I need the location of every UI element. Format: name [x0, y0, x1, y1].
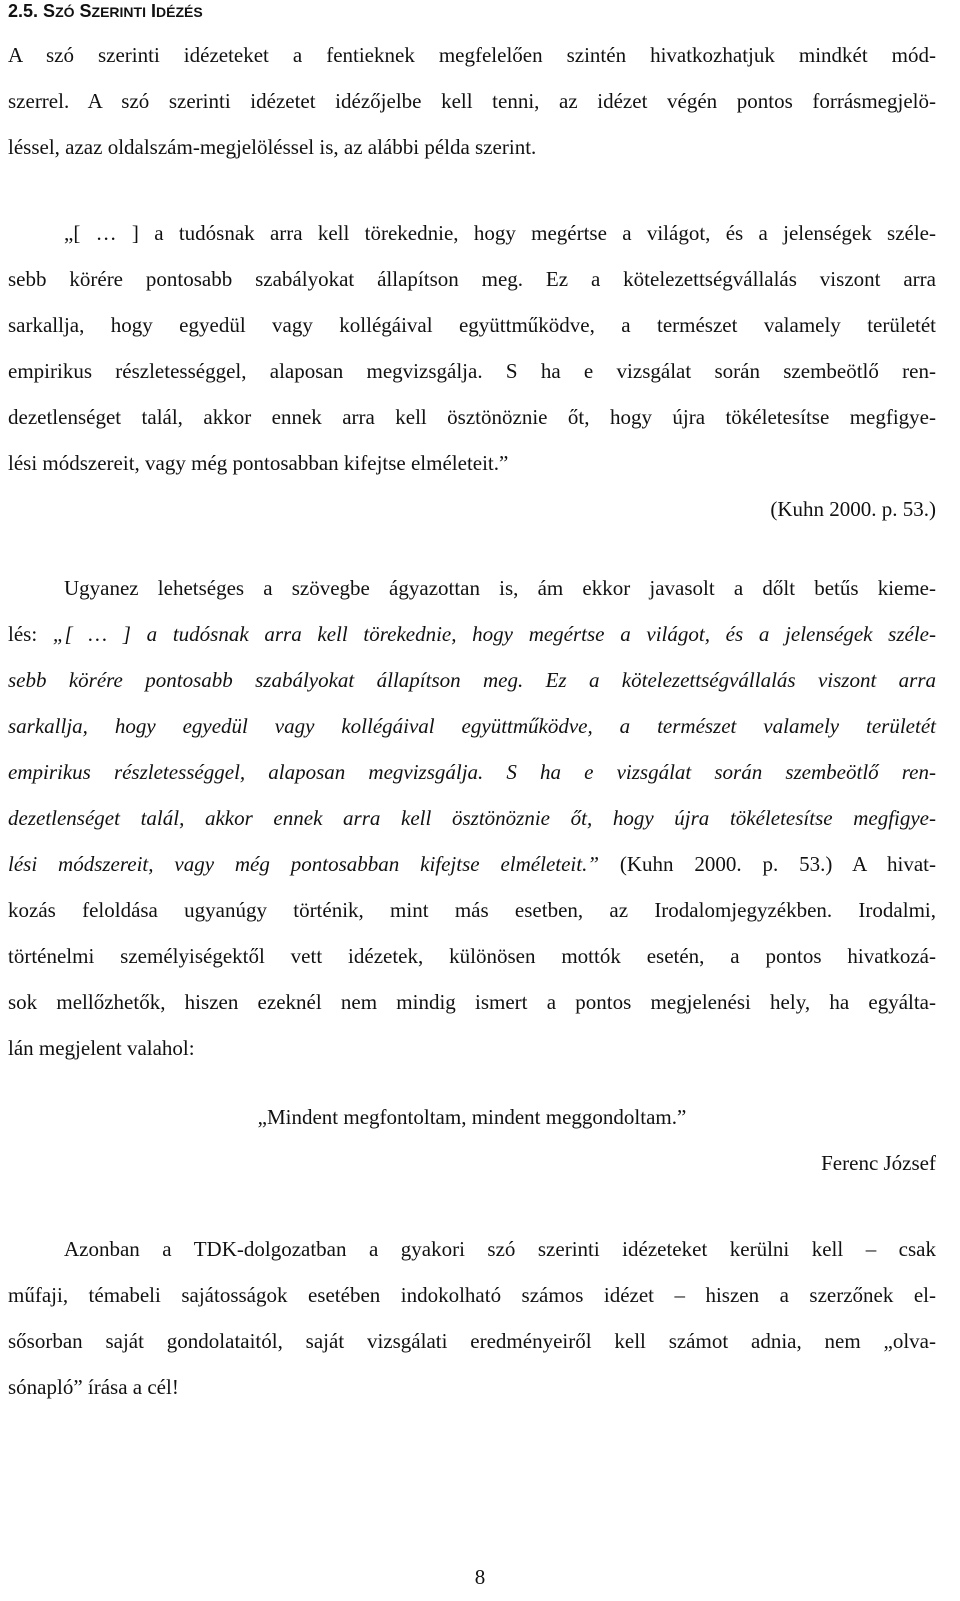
- title-letter: S: [43, 1, 56, 21]
- text-line: lán megjelent valahol:: [8, 1036, 195, 1060]
- quote-line: lési módszereit, vagy még pontosabban kifejtse elméleteit.”: [8, 451, 509, 475]
- text-fragment: (Kuhn 2000. p. 53.) A hivat-: [599, 852, 936, 876]
- motto-quote: „Mindent megfontoltam, mindent meggondoltam.”: [257, 1105, 687, 1129]
- title-rest: ZÓ: [55, 4, 75, 20]
- title-letter: S: [79, 1, 92, 21]
- motto: [8, 1094, 936, 1186]
- quote-line: dezetlenséget talál, akkor ennek arra kell ösztönöznie őt, hogy újra tökéletesítse megfigye-: [8, 405, 936, 429]
- italic-quote: lési módszereit, vagy még pontosabban kifejtse elméleteit.”: [8, 852, 600, 876]
- quote-line: „[ … ] a tudósnak arra kell törekednie, hogy megértse a világot, és a jelenségek széle-: [64, 221, 936, 245]
- title-rest: ZERINTI: [91, 4, 146, 20]
- text-line: műfaji, témabeli sajátosságok esetében indokolható számos idézet – hiszen a szerzőnek el-: [8, 1283, 936, 1307]
- text-line: történelmi személyiségektől vett idézetek, különösen mottók esetén, a pontos hivatkozá-: [8, 944, 936, 968]
- quote-citation: (Kuhn 2000. p. 53.): [770, 497, 936, 521]
- paragraph-embedded-quote: [8, 565, 936, 1071]
- text-line: sok mellőzhetők, hiszen ezeknél nem mindig ismert a pontos megjelenési hely, ha egyálta-: [8, 990, 936, 1014]
- quote-line: sebb körére pontosabb szabályokat állapítson meg. Ez a kötelezettségvállalás viszont arra: [8, 267, 936, 291]
- italic-quote: „[ … ] a tudósnak arra kell törekednie, hogy megértse a világot, és a jelenségek széle-: [52, 622, 936, 646]
- italic-quote-line: dezetlenséget talál, akkor ennek arra kell ösztönöznie őt, hogy újra tökéletesítse megfigye-: [8, 806, 936, 830]
- text-line: kozás feloldása ugyanúgy történik, mint más esetben, az Irodalomjegyzékben. Irodalmi,: [8, 898, 936, 922]
- italic-quote-line: sebb körére pontosabb szabályokat állapítson meg. Ez a kötelezettségvállalás viszont arra: [8, 668, 936, 692]
- text-line: sősorban saját gondolataitól, saját vizsgálati eredményeiről kell számot adnia, nem „olva-: [8, 1329, 936, 1353]
- text-line: szerrel. A szó szerinti idézetet idézőjelbe kell tenni, az idézet végén pontos forrásmegjelö-: [8, 89, 936, 113]
- text-line: Ugyanez lehetséges a szövegbe ágyazottan is, ám ekkor javasolt a dőlt betűs kieme-: [64, 576, 936, 600]
- text-line: A szó szerinti idézeteket a fentieknek megfelelően szintén hivatkozhatjuk mindkét mód-: [8, 43, 936, 67]
- block-quote: [8, 210, 936, 532]
- quote-line: sarkallja, hogy egyedül vagy kollégáival együttműködve, a természet valamely területét: [8, 313, 936, 337]
- text-line: sónapló” írása a cél!: [8, 1375, 179, 1399]
- italic-quote-line: empirikus részletességgel, alaposan megvizsgálja. S ha e vizsgálat során szembeötlő ren-: [8, 760, 936, 784]
- motto-author: Ferenc József: [821, 1151, 936, 1175]
- section-heading: [8, 0, 203, 23]
- title-rest: DÉZÉS: [156, 4, 203, 20]
- quote-line: empirikus részletességgel, alaposan megvizsgálja. S ha e vizsgálat során szembeötlő ren-: [8, 359, 936, 383]
- text-line: [8, 841, 936, 887]
- paragraph-closing: [8, 1226, 936, 1410]
- text-line: léssel, azaz oldalszám-megjelöléssel is, az alábbi példa szerint.: [8, 135, 537, 159]
- italic-quote-line: sarkallja, hogy egyedül vagy kollégáival együttműködve, a természet valamely területét: [8, 714, 936, 738]
- paragraph-intro: [8, 32, 936, 170]
- text-line: [8, 611, 936, 657]
- text-fragment: lés:: [8, 622, 53, 646]
- page-number: 8: [474, 1565, 486, 1589]
- section-title: [43, 1, 203, 21]
- text-line: Azonban a TDK-dolgozatban a gyakori szó szerinti idézeteket kerülni kell – csak: [64, 1237, 936, 1261]
- section-number: 2.5.: [8, 1, 39, 21]
- title-letter: I: [151, 1, 157, 21]
